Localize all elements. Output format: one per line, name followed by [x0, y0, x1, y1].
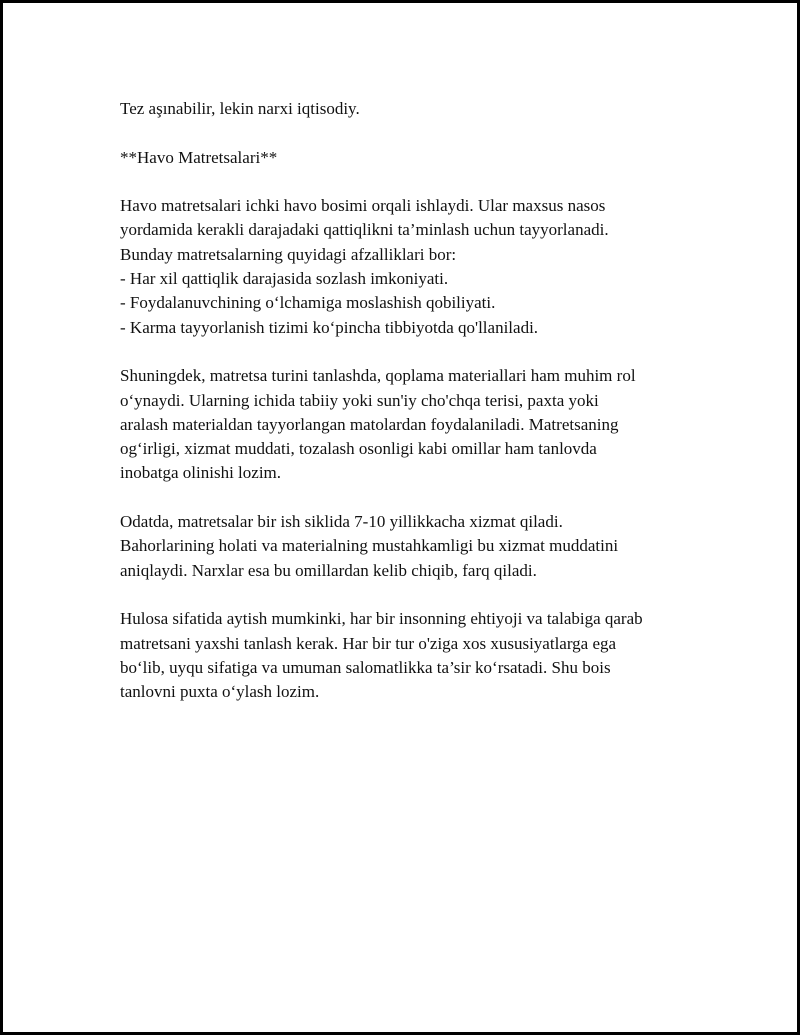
section-heading [120, 146, 700, 170]
text-line: bo‘lib, uyqu sifatiga va umuman salomatlikka ta’sir ko‘rsatadi. Shu bois [120, 657, 611, 677]
text-line: Tez aşınabilir, lekin narxi iqtisodiy. [120, 99, 360, 118]
text-line: og‘irligi, xizmat muddati, tozalash osonligi kabi omillar ham tanlovda [120, 439, 597, 459]
paragraph-spacer [120, 121, 700, 145]
paragraph-air-mattresses [120, 194, 700, 340]
list-item: - Foydalanuvchining o‘lchamiga moslashish qobiliyati. [120, 293, 496, 313]
text-line: Odatda, matretsalar bir ish siklida 7-10 yillikkacha xizmat qiladi. [120, 512, 563, 532]
paragraph-lifetime [120, 510, 700, 583]
paragraph-materials [120, 364, 700, 485]
heading-text: **Havo Matretsalari** [120, 147, 278, 167]
paragraph-spacer [120, 170, 700, 194]
text-line: Hulosa sifatida aytish mumkinki, har bir insonning ehtiyoji va talabiga qarab [120, 609, 643, 629]
text-line: matretsani yaxshi tanlash kerak. Har bir tur o'ziga xos xususiyatlarga ega [120, 633, 617, 653]
paragraph-conclusion [120, 607, 700, 704]
text-line: aralash materialdan tayyorlangan matolardan foydalaniladi. Matretsaning [120, 414, 619, 434]
list-item: - Karma tayyorlanish tizimi ko‘pincha tibbiyotda qo'llaniladi. [120, 317, 539, 337]
text-line: Havo matretsalari ichki havo bosimi orqali ishlaydi. Ular maxsus nasos [120, 196, 606, 216]
text-line: tanlovni puxta o‘ylash lozim. [120, 682, 320, 702]
paragraph-intro [120, 97, 700, 121]
paragraph-spacer [120, 340, 700, 364]
text-line: Bahorlarining holati va materialning mustahkamligi bu xizmat muddatini [120, 536, 619, 556]
document-body [120, 97, 700, 704]
text-line: yordamida kerakli darajadaki qattiqlikni ta’minlash uchun tayyorlanadi. [120, 220, 609, 240]
text-line: inobatga olinishi lozim. [120, 463, 282, 483]
text-line: aniqlaydi. Narxlar esa bu omillardan kelib chiqib, farq qiladi. [120, 560, 537, 580]
list-item: - Har xil qattiqlik darajasida sozlash imkoniyati. [120, 269, 449, 289]
text-line: Shuningdek, matretsa turini tanlashda, qoplama materiallari ham muhim rol [120, 366, 636, 386]
text-line: o‘ynaydi. Ularning ichida tabiiy yoki sun'iy cho'chqa terisi, paxta yoki [120, 390, 599, 410]
paragraph-spacer [120, 486, 700, 510]
paragraph-spacer [120, 583, 700, 607]
text-line: Bunday matretsalarning quyidagi afzalliklari bor: [120, 244, 457, 264]
